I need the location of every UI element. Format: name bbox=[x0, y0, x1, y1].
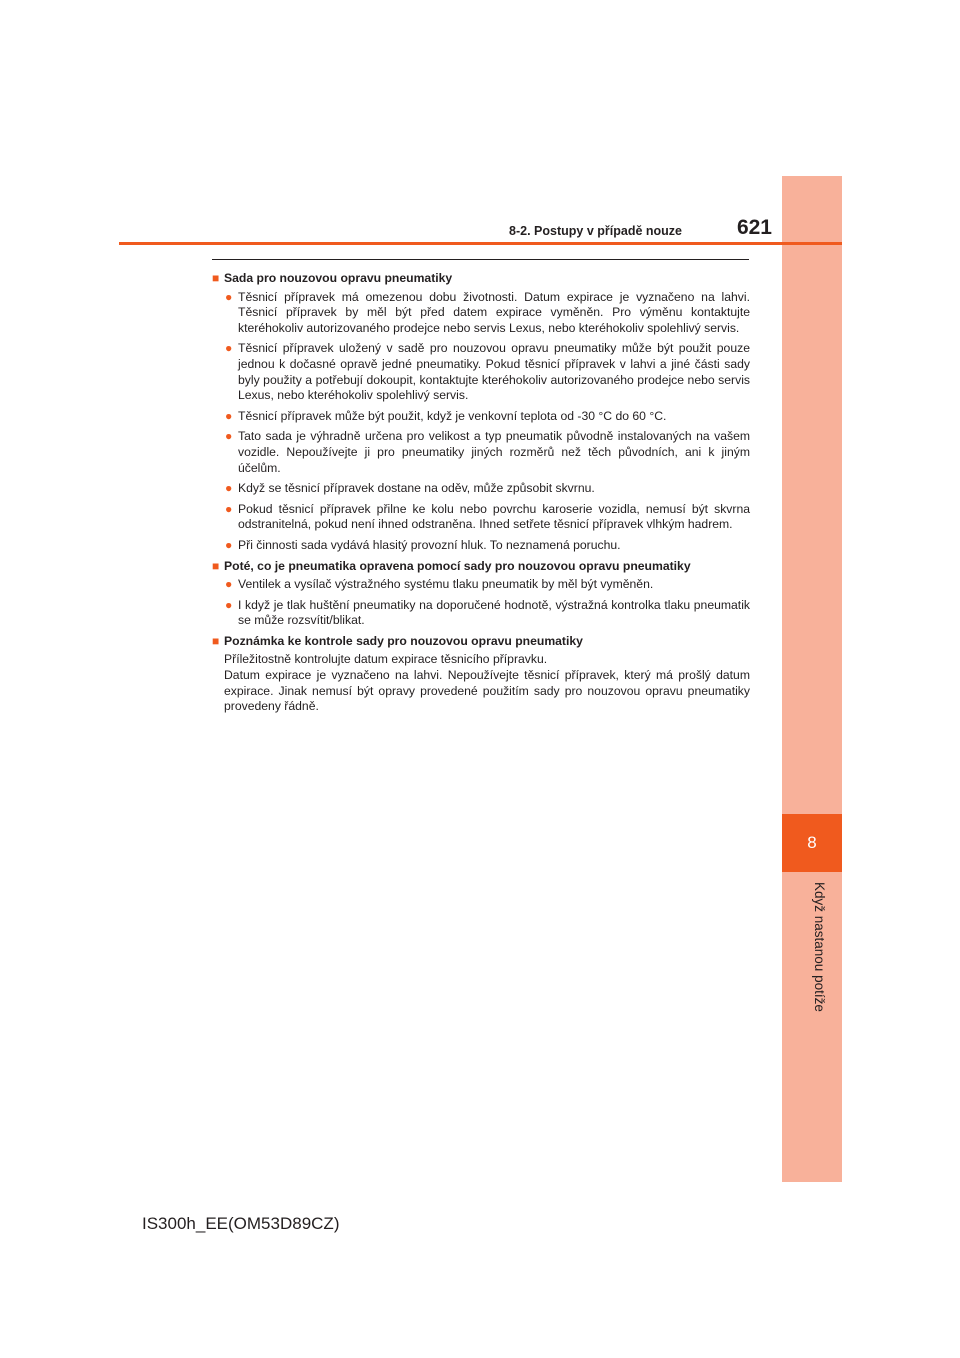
content-divider bbox=[212, 259, 749, 260]
page-number: 621 bbox=[736, 216, 772, 239]
circle-bullet-icon: ● bbox=[225, 408, 233, 423]
circle-bullet-icon: ● bbox=[225, 577, 233, 592]
chapter-side-tab bbox=[782, 176, 842, 1182]
list-item bbox=[225, 598, 750, 629]
circle-bullet-icon: ● bbox=[225, 289, 233, 304]
chapter-title: Když nastanou potíže bbox=[812, 882, 827, 1012]
page-content bbox=[212, 269, 750, 715]
chapter-number: 8 bbox=[807, 833, 817, 852]
list-item bbox=[225, 341, 750, 403]
list-item-text: Když se těsnicí přípravek dostane na oděv, může způsobit skvrnu. bbox=[238, 481, 595, 496]
list-item bbox=[225, 429, 750, 476]
list-item-text: I když je tlak huštění pneumatiky na doporučené hodnotě, výstražná kontrolka tlaku pneumatik se může rozsvítit/blikat. bbox=[238, 597, 750, 628]
list-item-text: Těsnicí přípravek uložený v sadě pro nouzovou opravu pneumatiky může být použit pouze jednou k dočasné opravě jedné pneumatiky. Pokud těsnicí přípravek v lahvi a jiné části sady byly použity a potřebují dokoupit, kontaktujte kteréhokoliv autorizovaného prodejce nebo servis Lexus, nebo kteréhokoliv spolehlivý servis. bbox=[238, 341, 750, 403]
circle-bullet-icon: ● bbox=[225, 429, 233, 444]
list-item bbox=[225, 502, 750, 533]
section-heading: Sada pro nouzovou opravu pneumatiky bbox=[224, 271, 453, 285]
circle-bullet-icon: ● bbox=[225, 597, 233, 612]
section-tire-repair-kit bbox=[212, 271, 750, 554]
list-item bbox=[225, 409, 750, 425]
section-heading: Poznámka ke kontrole sady pro nouzovou opravu pneumatiky bbox=[224, 633, 583, 648]
chapter-number-box bbox=[782, 814, 842, 872]
note-line: Příležitostně kontrolujte datum expirace těsnicího přípravku. bbox=[224, 652, 548, 667]
list-item-text: Těsnicí přípravek má omezenou dobu životnosti. Datum expirace je vyznačeno na lahvi. Těsnicí přípravek by měl být před datem expirace vyměněn. Pro výměnu kontaktujte kteréhokoliv autorizovaného prodejce nebo servis Lexus, nebo kteréhokoliv spolehlivý servis. bbox=[238, 289, 750, 335]
list-item-text: Ventilek a vysílač výstražného systému tlaku pneumatik by měl být vyměněn. bbox=[238, 577, 654, 592]
circle-bullet-icon: ● bbox=[225, 341, 233, 356]
list-item-text: Těsnicí přípravek může být použit, když je venkovní teplota od -30 °C do 60 °C. bbox=[238, 408, 667, 423]
document-code: IS300h_EE(OM53D89CZ) bbox=[142, 1214, 340, 1233]
square-bullet-icon: ■ bbox=[212, 633, 220, 648]
section-heading: Poté, co je pneumatika opravena pomocí sady pro nouzovou opravu pneumatiky bbox=[224, 558, 691, 573]
note-line: Datum expirace je vyznačeno na lahvi. Nepoužívejte těsnicí přípravek, který má prošlý datum expirace. Jinak nemusí být opravy provedené použitím sady pro nouzovou opravu pneumatiky provedeny řádně. bbox=[224, 668, 750, 714]
circle-bullet-icon: ● bbox=[225, 537, 233, 552]
square-bullet-icon: ■ bbox=[212, 271, 220, 285]
list-item bbox=[225, 538, 750, 554]
circle-bullet-icon: ● bbox=[225, 501, 233, 516]
list-item bbox=[225, 290, 750, 337]
square-bullet-icon: ■ bbox=[212, 558, 220, 573]
list-item-text: Tato sada je výhradně určena pro velikost a typ pneumatik původně instalovaných na vašem vozidle. Nepoužívejte ji pro pneumatiky jiných rozměrů než těch původních, ani k jiným účelům. bbox=[238, 429, 750, 475]
section-title: 8-2. Postupy v případě nouze bbox=[509, 224, 682, 238]
list-item-text: Pokud těsnicí přípravek přilne ke kolu nebo povrchu karoserie vozidla, nemusí být skvrna odstranitelná, pokud není ihned odstraněna. Ihned setřete těsnicí přípravek vlhkým hadrem. bbox=[238, 501, 750, 532]
section-kit-check-note bbox=[212, 634, 750, 715]
section-after-repair bbox=[212, 559, 750, 629]
list-item bbox=[225, 577, 750, 593]
list-item bbox=[225, 481, 750, 497]
list-item-text: Při činnosti sada vydává hlasitý provozní hluk. To neznamená poruchu. bbox=[238, 537, 621, 552]
header-rule bbox=[119, 242, 842, 245]
circle-bullet-icon: ● bbox=[225, 481, 233, 496]
